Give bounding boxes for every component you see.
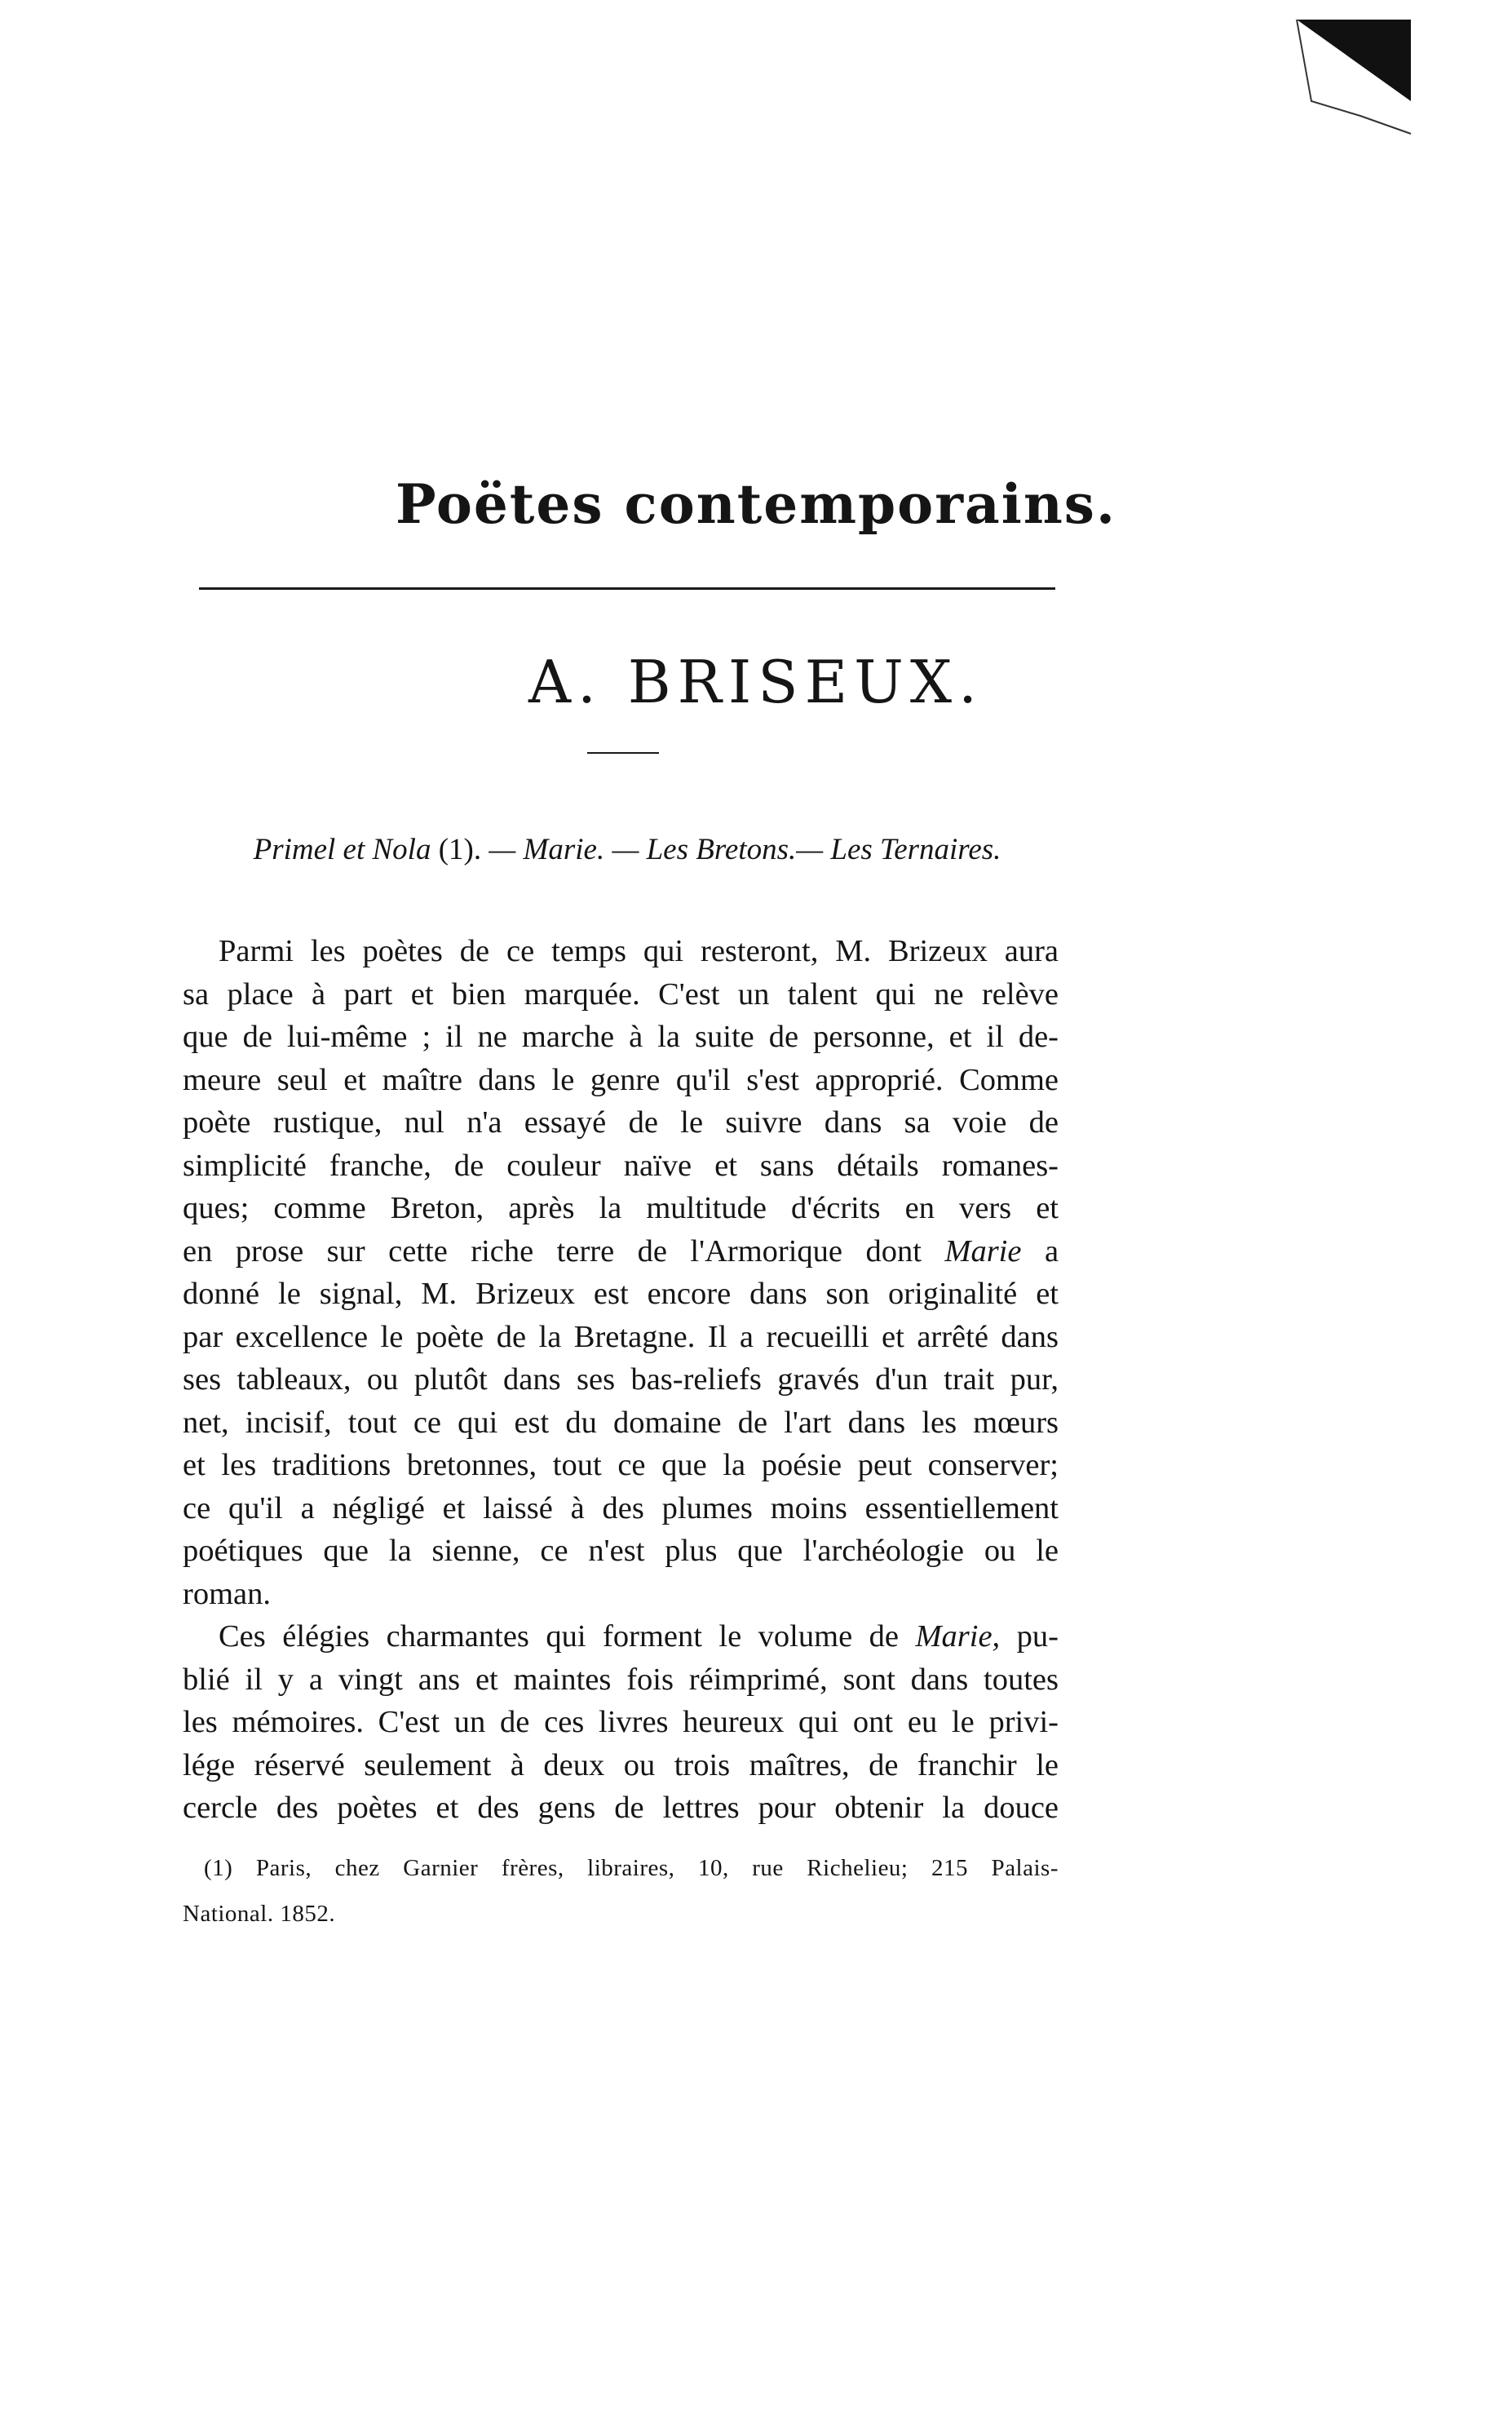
footnote-line: (1) Paris, chez Garnier frères, libraires, 10, rue Richelieu; 215 Palais-: [204, 1855, 1059, 1881]
text-line: cercle des poètes et des gens de lettres pour obtenir la douce: [183, 1791, 1059, 1825]
article-body: [183, 930, 1059, 1830]
title-divider: [199, 587, 1055, 590]
text-segment: en prose sur cette riche terre de l'Armorique dont: [183, 1233, 922, 1268]
text-line: sa place à part et bien marquée. C'est un talent qui ne relève: [183, 976, 1059, 1012]
italic-title-marie: Marie: [944, 1233, 1022, 1268]
text-line: que de lui-même ; il ne marche à la suite de personne, et il de-: [183, 1020, 1059, 1054]
text-line: lége réservé seulement à deux ou trois maîtres, de franchir le: [183, 1747, 1059, 1782]
text-line: roman.: [183, 1576, 271, 1611]
subtitle-title-primel: Primel et Nola: [253, 833, 431, 866]
footnote-reference: (1).: [438, 833, 482, 866]
text-line-with-italic: [183, 1615, 1059, 1658]
text-line: ce qu'il a négligé et laissé à des plumes moins essentiellement: [183, 1490, 1059, 1525]
text-line: blié il y a vingt ans et maintes fois réimprimé, sont dans toutes: [183, 1662, 1059, 1697]
italic-title-marie: Marie,: [915, 1619, 1001, 1654]
text-line-with-italic: [183, 1230, 1059, 1273]
section-title: Poëtes contemporains.: [396, 472, 1116, 536]
text-segment: Ces élégies charmantes qui forment le volume de: [219, 1619, 899, 1654]
text-line: par excellence le poète de la Bretagne. Il a recueilli et arrêté dans: [183, 1319, 1059, 1354]
author-heading: A. BRISEUX.: [528, 648, 984, 716]
text-line: et les traditions bretonnes, tout ce que la poésie peut conserver;: [183, 1448, 1059, 1482]
text-segment: pu-: [1016, 1619, 1059, 1654]
footnote: [183, 1845, 1059, 1937]
text-line: simplicité franche, de couleur naïve et sans détails romanes-: [183, 1148, 1059, 1183]
subtitle-other-works: — Marie. — Les Bretons.— Les Ternaires.: [489, 833, 1001, 866]
text-line: ques; comme Breton, après la multitude d'écrits en vers et: [183, 1191, 1059, 1225]
footnote-line: National. 1852.: [183, 1901, 336, 1927]
works-subtitle: [199, 832, 1055, 867]
text-line: meure seul et maître dans le genre qu'il s'est approprié. Comme: [183, 1062, 1059, 1097]
text-line: les mémoires. C'est un de ces livres heureux qui ont eu le privi-: [183, 1705, 1059, 1739]
text-line: poète rustique, nul n'a essayé de le suivre dans sa voie de: [183, 1105, 1059, 1140]
text-line: Parmi les poètes de ce temps qui resteront, M. Brizeux aura: [219, 934, 1059, 968]
text-line: poétiques que la sienne, ce n'est plus que l'archéologie ou le: [183, 1534, 1059, 1568]
folded-corner-mark: [1289, 11, 1419, 150]
text-line: net, incisif, tout ce qui est du domaine de l'art dans les mœurs: [183, 1405, 1059, 1440]
author-divider: [587, 752, 659, 754]
text-line: ses tableaux, ou plutôt dans ses bas-reliefs gravés d'un trait pur,: [183, 1362, 1059, 1397]
text-segment: a: [1044, 1233, 1059, 1268]
text-line: donné le signal, M. Brizeux est encore dans son originalité et: [183, 1277, 1059, 1311]
